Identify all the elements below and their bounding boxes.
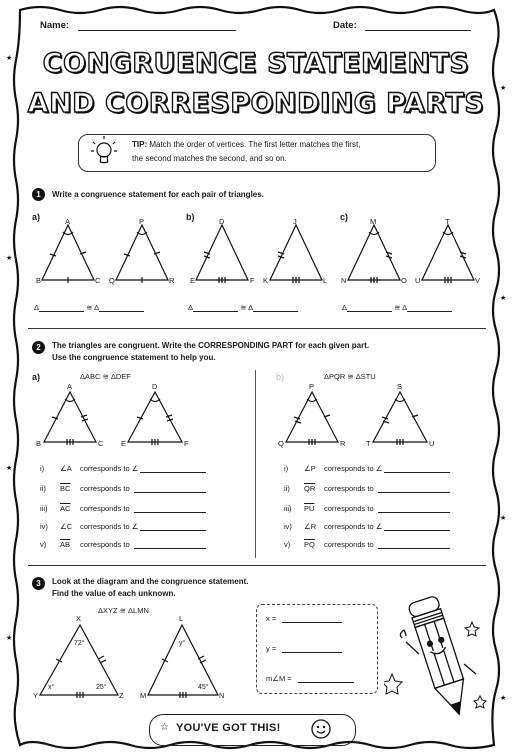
s2-vertex-T: T — [366, 439, 371, 448]
s2-right-item-2[interactable]: ii) $\overline{QR}$ corresponds to — [284, 484, 450, 493]
vertex-O: O — [401, 276, 407, 285]
vertex-R: R — [169, 276, 175, 285]
date-label: Date: — [333, 20, 357, 31]
date-line[interactable] — [365, 21, 471, 31]
answer-angle-m-row[interactable]: m∠M = — [266, 674, 354, 683]
s3-vertex-N: N — [219, 691, 225, 700]
s2-vertex-F: F — [184, 439, 189, 448]
vertex-V: V — [475, 276, 481, 285]
s3-vertex-Y: Y — [33, 691, 39, 700]
s2-right-item-3[interactable]: iii) $\overline{PU}$ corresponds to — [284, 504, 450, 513]
s2-left-item-2[interactable]: ii) $\overline{BC}$ corresponds to — [40, 484, 206, 493]
vertex-M: M — [370, 217, 377, 226]
s1-answer-c[interactable]: Δ ≅ Δ — [342, 303, 452, 312]
name-line[interactable] — [78, 21, 236, 31]
s2-left-statement: ΔABC ≅ ΔDEF — [80, 372, 131, 381]
s3-angle-25: 25° — [96, 684, 107, 691]
s2-vertex-A: A — [67, 382, 73, 391]
vertex-Q: Q — [109, 276, 115, 285]
vertex-C: C — [95, 276, 101, 285]
svg-text:★: ★ — [6, 54, 13, 62]
section-2-number: 2 — [32, 341, 45, 354]
pencil-mascot-icon — [384, 588, 492, 730]
s3-vertex-Z: Z — [119, 691, 124, 700]
vertex-K: K — [263, 276, 269, 285]
vertex-F: F — [250, 276, 255, 285]
s3-angle-45: 45° — [198, 684, 209, 691]
vertex-T: T — [445, 217, 450, 226]
section-2-triangles — [0, 385, 512, 455]
divider-2 — [28, 565, 486, 566]
s1-part-a-label: a) — [32, 212, 41, 222]
section-1-triangles — [0, 210, 512, 300]
star-icon: ☆ — [160, 722, 169, 733]
s2-vertex-R: R — [340, 439, 346, 448]
s2-left-item-5[interactable]: v) $\overline{AB}$ corresponds to — [40, 540, 206, 549]
s2-part-b-label: b) — [276, 372, 285, 382]
svg-text:★: ★ — [500, 84, 507, 92]
s2-right-item-5[interactable]: v) $\overline{PQ}$ corresponds to — [284, 540, 450, 549]
vertex-D: D — [219, 217, 225, 226]
vertex-J: J — [293, 217, 297, 226]
title-line-2: AND CORRESPONDING PARTS — [27, 88, 485, 119]
s2-left-item-1[interactable]: i) ∠A corresponds to ∠ — [40, 464, 206, 473]
s2-vertex-S: S — [397, 382, 403, 391]
s3-statement: ΔXYZ ≅ ΔLMN — [98, 606, 149, 615]
answer-x-row[interactable]: x = — [266, 614, 342, 623]
s2-right-item-1[interactable]: i) ∠P corresponds to ∠ — [284, 464, 450, 473]
tip-text — [132, 138, 432, 166]
section-2-instruction: The triangles are congruent. Write the CORRESPONDING PART for each given part. Use the congruence statement to help you. — [52, 341, 370, 362]
s2-vertex-D: D — [152, 382, 158, 391]
svg-text:★: ★ — [6, 254, 13, 262]
lightbulb-icon — [88, 134, 120, 170]
s2-vertex-B: B — [36, 439, 42, 448]
s1-answer-b[interactable]: Δ ≅ Δ — [188, 303, 298, 312]
s2-right-statement: ΔPQR ≅ ΔSTU — [324, 372, 376, 381]
s2-vertex-E: E — [121, 439, 127, 448]
tip-line-1: Match the order of vertices. The first letter matches the first, — [149, 140, 361, 149]
section-3-number: 3 — [32, 577, 45, 590]
s2-part-a-label: a) — [32, 372, 41, 382]
tip-line-2: the second matches the second, and so on. — [132, 154, 287, 163]
section-3-instruction: Look at the diagram and the congruence statement. Find the value of each unknown. — [52, 577, 249, 598]
section-1-number: 1 — [32, 188, 45, 201]
s2-left-item-4[interactable]: iv) ∠C corresponds to ∠ — [40, 522, 206, 531]
vertex-E: E — [190, 276, 196, 285]
s3-vertex-M: M — [140, 691, 147, 700]
vertex-B: B — [36, 276, 42, 285]
s3-vertex-X: X — [76, 614, 82, 623]
vertex-P: P — [139, 217, 145, 226]
answer-y-row[interactable]: y = — [266, 644, 342, 653]
s2-vertex-P: P — [309, 382, 315, 391]
svg-text:★: ★ — [6, 634, 13, 642]
s1-answer-a[interactable]: Δ ≅ Δ — [34, 303, 144, 312]
s2-vertex-C: C — [98, 439, 104, 448]
vertex-U: U — [415, 276, 421, 285]
title-line-1: CONGRUENCE STATEMENTS — [42, 48, 470, 79]
section-1-instruction: Write a congruence statement for each pair of triangles. — [52, 190, 264, 199]
smiley-icon — [310, 718, 332, 740]
svg-text:★: ★ — [500, 294, 507, 302]
s3-vertex-L: L — [179, 614, 184, 623]
date-field-row — [333, 20, 471, 31]
banner-text: YOU'VE GOT THIS! — [176, 722, 281, 734]
tip-label: TIP: — [132, 140, 148, 149]
s2-vertex-U: U — [429, 439, 435, 448]
svg-text:★: ★ — [500, 514, 507, 522]
s3-angle-x: x° — [48, 684, 55, 691]
vertex-A: A — [65, 217, 71, 226]
s3-angle-72: 72° — [74, 640, 85, 647]
s1-part-b-label: b) — [186, 212, 195, 222]
s3-angle-y: y° — [179, 640, 186, 647]
section-3-triangles — [0, 615, 256, 705]
s2-vertex-Q: Q — [278, 439, 284, 448]
s1-part-c-label: c) — [340, 212, 349, 222]
vertex-L: L — [323, 276, 328, 285]
svg-text:★: ★ — [6, 464, 13, 472]
s2-left-item-3[interactable]: iii) $\overline{AC}$ corresponds to — [40, 504, 206, 513]
vertex-N: N — [341, 276, 347, 285]
s2-right-item-4[interactable]: iv) ∠R corresponds to ∠ — [284, 522, 450, 531]
svg-text:★: ★ — [500, 694, 507, 702]
name-field-row — [40, 20, 236, 31]
divider-1 — [28, 328, 486, 329]
name-label: Name: — [40, 20, 70, 31]
